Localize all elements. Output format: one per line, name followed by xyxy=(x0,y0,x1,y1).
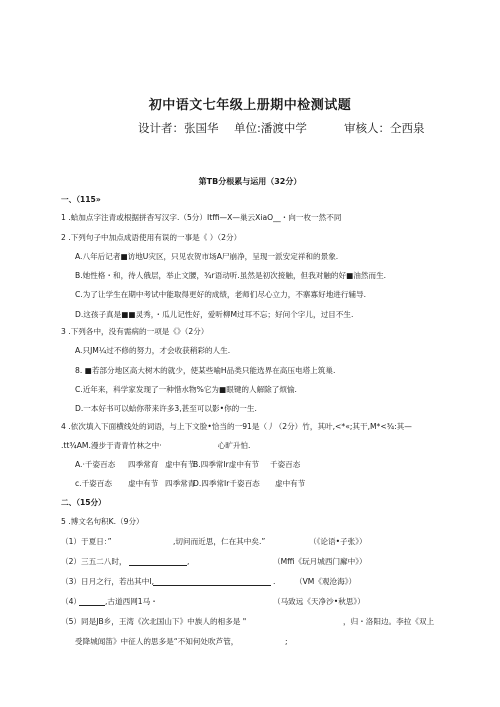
option-c-word-3: 四季常青 xyxy=(165,479,196,488)
author-line xyxy=(138,120,458,136)
unit-label: 单位:潘渡中学 xyxy=(234,121,307,135)
question-2: 2 .下列句子中加点成语使用有误的一事是《 ）（2分） xyxy=(61,233,242,242)
question-3-option-d: D.一本好书可以蛤你带来许多3,甚至可以影•你的一生. xyxy=(75,404,257,413)
question-5-line-5: （5）同是JB乡，王湾《次北国山下》中族人的相多是 " ，归・洛阳边。李拉《双上 xyxy=(61,617,435,626)
option-b-word-3: 千姿百态 xyxy=(270,460,301,469)
question-4-options-row-2 xyxy=(75,479,495,489)
question-2-option-b: B.她性格・和，待人俄层，举止文腰，¾r语动听.虽然是初次接触，但我对触的好■油然而生. xyxy=(75,271,387,280)
question-5: 5 .博文名句积K.（9分） xyxy=(61,517,144,526)
question-3: 3 .下列各中，没有需病的一项是《》（2分） xyxy=(61,327,209,336)
answer-blank[interactable] xyxy=(129,557,187,566)
exam-title: 初中语文七年级上册期中检测试题 xyxy=(148,98,352,113)
option-b-label: B.四季常Ir虚中有节 xyxy=(193,460,260,469)
question-5-line-3: （3）日月之行，若出其中I, . （VM《观沧海》） xyxy=(61,577,357,586)
option-a-label: A.·千姿百态 xyxy=(75,460,116,469)
option-d-word-3: 虚中有节 xyxy=(275,479,306,488)
question-1: 1 .蛤加点字注青或根据拼杳写汉字.（5分）Itffi—X—巢云XiaO__・向一枚一然不同 xyxy=(61,213,342,222)
part-two-heading: 二、（15分） xyxy=(61,498,106,507)
question-5-line-4: （4） ,古道西网1马・ （马致远《天净沙•秋思》） xyxy=(61,597,365,606)
answer-blank[interactable] xyxy=(79,597,105,606)
option-a-word-2: 四季常育 xyxy=(128,460,159,469)
designer-label: 设计者：张国华 xyxy=(138,121,219,135)
option-d-label: D.四季常Ir千姿百态 xyxy=(193,479,260,488)
option-c-label: c.千姿百态 xyxy=(75,479,112,488)
question-3-option-b: 8. ■若部分地区高大树木的就少，使某些喻H品类只能选界在高压电塔上筑巢. xyxy=(75,366,336,375)
question-2-option-c: C.为了让学生在期中考试中能取得更好的成绩，老师们尽心立力，不寨寡好地进行辅导. xyxy=(75,290,367,299)
question-3-option-a: A.只JM¼过不修的努力，才会收获稍彩的人生. xyxy=(75,346,231,355)
option-c-word-2: 虚中有节 xyxy=(128,479,159,488)
reviewer-label: 审核人：仝西泉 xyxy=(344,121,425,135)
question-5-line-1: （1）于夏日：” ,切问而近思，仁在其中矣.” （《论语•子张》） xyxy=(61,537,367,546)
question-4: 4 .依次填入下面横线处的词语，与上下文脸•恰当的一91是（丿（2分）竹，其叶,<*«;其干,M*<¾:其— xyxy=(61,422,412,431)
part-one-heading: 一、（115» xyxy=(61,195,101,204)
question-3-option-c: C.近年来，科学家发现了一种惜水物%它为■眼键的人解除了烦愉. xyxy=(75,385,297,394)
question-2-option-d: D.这孩子真是■■灵秀，・瓜儿记性好，爱听柳M过耳不忘；好问个字儿，过目不生. xyxy=(75,310,354,319)
option-a-word-3: 虚中有节 xyxy=(165,460,196,469)
question-5-line-2: （2）三五二八时， , （Mffi《玩月城西门廨中》） xyxy=(61,557,367,566)
question-5-line-6: 受降城闻笛》中征人的思多是“不知何处吹芦管， ; xyxy=(75,637,288,646)
answer-blank[interactable] xyxy=(153,577,271,586)
question-2-option-a: A.八年后记者■访地U灾区，只见农贺市场A尸崩净，呈现一派安定祥和的景象. xyxy=(75,252,339,261)
question-4-options-row-1 xyxy=(75,460,495,470)
question-4-continued: .tt¾AM.漫步于青青竹林之中· 心旷升怕. xyxy=(61,441,251,450)
section-title: 第TB分根累与运用（32分） xyxy=(198,177,302,186)
